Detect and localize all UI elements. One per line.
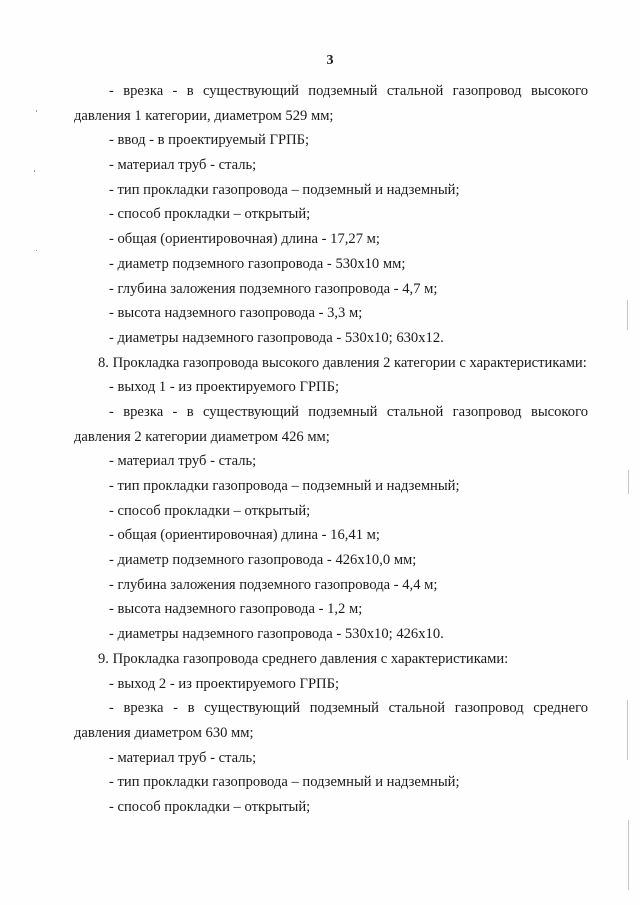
scan-artifact: [627, 700, 628, 760]
text-line: - высота надземного газопровода - 1,2 м;: [109, 601, 363, 618]
page-number: 3: [326, 53, 334, 68]
text-line: - диаметр подземного газопровода - 426х10,0 мм;: [109, 552, 417, 569]
text-line: - материал труб - сталь;: [109, 453, 257, 470]
text-line: давления 2 категории диаметром 426 мм;: [74, 428, 330, 445]
text-line: - способ прокладки – открытый;: [109, 502, 311, 519]
text-line: - тип прокладки газопровода – подземный и надземный;: [109, 478, 460, 494]
text-line: 8. Прокладка газопровода высокого давления 2 категории с характеристиками:: [98, 354, 587, 371]
text-line: - врезка - в существующий подземный стальной газопровод среднего: [109, 700, 588, 717]
scan-artifact: [36, 250, 37, 251]
text-line: - выход 2 - из проектируемого ГРПБ;: [109, 675, 340, 692]
text-line: - врезка - в существующий подземный стальной газопровод высокого: [109, 83, 588, 99]
text-line: - материал труб - сталь;: [109, 157, 257, 174]
text-line: - высота надземного газопровода - 3,3 м;: [109, 305, 363, 322]
text-line: - тип прокладки газопровода – подземный и надземный;: [109, 774, 460, 791]
scan-artifact: [628, 820, 629, 890]
scan-artifact: [627, 300, 628, 330]
text-line: 9. Прокладка газопровода среднего давления с характеристиками:: [98, 650, 509, 667]
scan-artifact: [36, 110, 37, 112]
text-line: - способ прокладки – открытый;: [109, 798, 311, 815]
text-line: - общая (ориентировочная) длина - 16,41 м;: [109, 527, 380, 544]
text-line: - врезка - в существующий подземный стальной газопровод высокого: [109, 403, 588, 420]
text-line: - способ прокладки – открытый;: [109, 206, 311, 223]
text-line: - диаметр подземного газопровода - 530х10 мм;: [109, 255, 406, 272]
text-line: - диаметры надземного газопровода - 530х10; 426х10.: [109, 626, 444, 643]
scan-artifact: [34, 170, 35, 172]
text-line: - тип прокладки газопровода – подземный и надземный;: [109, 181, 460, 198]
document-body: [74, 79, 588, 820]
text-line: давления диаметром 630 мм;: [74, 724, 254, 741]
text-line: - выход 1 - из проектируемого ГРПБ;: [109, 379, 340, 396]
text-line: давления 1 категории, диаметром 529 мм;: [74, 107, 334, 124]
text-line: - глубина заложения подземного газопровода - 4,4 м;: [109, 576, 438, 593]
text-line: - ввод - в проектируемый ГРПБ;: [109, 132, 310, 149]
text-line: - глубина заложения подземного газопровода - 4,7 м;: [109, 280, 438, 297]
text-line: - материал труб - сталь;: [109, 749, 257, 766]
text-line: - общая (ориентировочная) длина - 17,27 м;: [109, 231, 380, 248]
text-line: - диаметры надземного газопровода - 530х10; 630х12.: [109, 329, 444, 346]
scan-artifact: [628, 470, 629, 494]
